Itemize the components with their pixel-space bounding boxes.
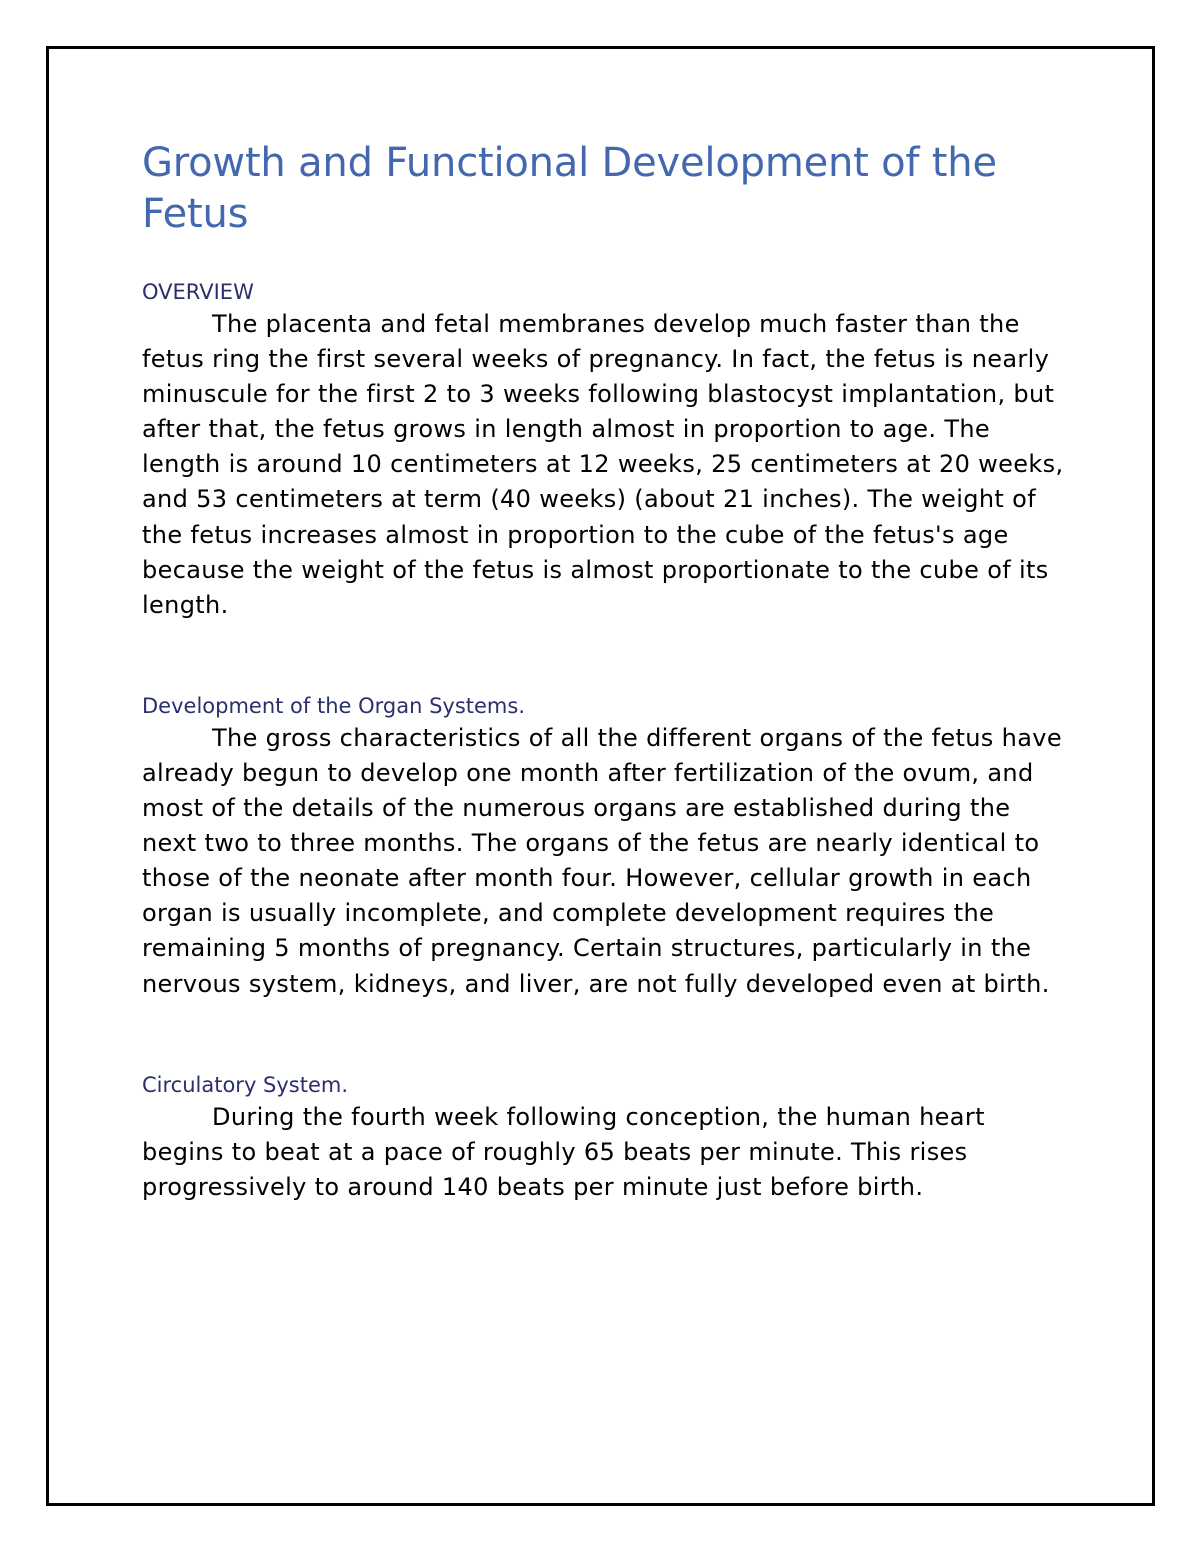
section-organ-systems	[142, 691, 1072, 1002]
section-overview	[142, 277, 1072, 623]
section-heading-overview: OVERVIEW	[142, 280, 254, 304]
section-body-overview: The placenta and fetal membranes develop much faster than the fetus ring the first several weeks of pregnancy. In fact, the fetus is nearly minuscule for the first 2 to 3 weeks following blastocyst implantation, but after that, the fetus grows in length almost in proportion to age. The length is around 10 centimeters at 12 weeks, 25 centimeters at 20 weeks, and 53 centimeters at term (40 weeks) (about 21 inches). The weight of the fetus increases almost in proportion to the cube of the fetus's age because the weight of the fetus is almost proportionate to the cube of its length.	[142, 310, 1064, 619]
section-heading-circulatory-system: Circulatory System.	[142, 1072, 349, 1097]
document-content	[142, 138, 1072, 1205]
section-body-circulatory-system: During the fourth week following conception, the human heart begins to beat at a pace of roughly 65 beats per minute. This rises progressively to around 140 beats per minute just before birth.	[142, 1102, 985, 1201]
document-title: Growth and Functional Development of the Fetus	[142, 140, 997, 237]
section-circulatory-system	[142, 1070, 1072, 1205]
section-body-organ-systems: The gross characteristics of all the different organs of the fetus have already begun to develop one month after fertilization of the ovum, and most of the details of the numerous organs are established during the next two to three months. The organs of the fetus are nearly identical to those of the neonate after month four. However, cellular growth in each organ is usually incomplete, and complete development requires the remaining 5 months of pregnancy. Certain structures, particularly in the nervous system, kidneys, and liver, are not fully developed even at birth.	[142, 723, 1062, 998]
section-heading-organ-systems: Development of the Organ Systems.	[142, 693, 526, 718]
